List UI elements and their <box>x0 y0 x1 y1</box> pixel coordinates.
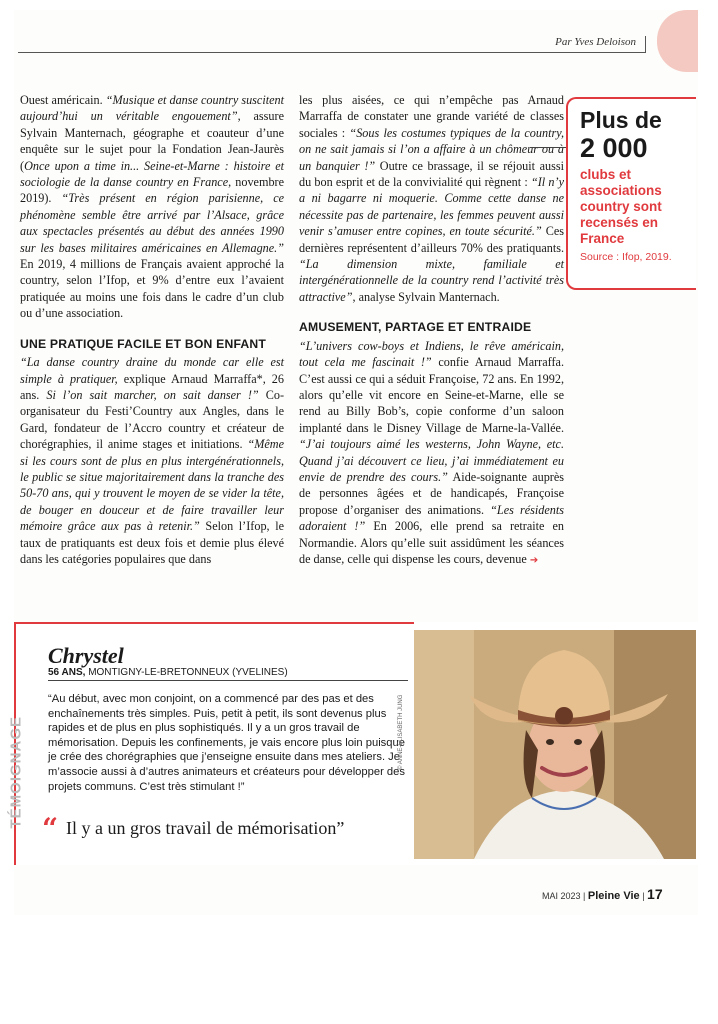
stat-description: clubs et associations country sont recensés en France <box>580 167 662 246</box>
issue-date: MAI 2023 <box>542 891 581 901</box>
text-run: Ces dernières représentent d’ailleurs 70% des pratiquants. <box>299 224 565 255</box>
text-run: , novembre 2019). <box>20 175 285 206</box>
text-run: Co-organisateur du Festi’Country aux Angles, dans le Gard, fondateur de l’Accro country et créateur de chorégraphies, il anime stages et initiations. <box>20 387 285 452</box>
text-run: les plus aisées, ce qui n’empêche pas Arnaud Marraffa de constater une grande variété de classes sociales : <box>299 93 564 140</box>
article-column-2 <box>299 92 564 569</box>
text-run: En 2006, elle prend sa retraite en Normandie. Alors qu’elle suit assidûment les séances de danse, celle qui dispense les cours, devenue <box>299 519 565 566</box>
testimony-age: 56 ANS, <box>48 667 86 678</box>
header-rule <box>18 52 646 53</box>
sidebar-connector-line <box>530 147 570 148</box>
quote: “Même si les cours sont de plus en plus intergénérationnels, le public se situe majoritairement dans la tranche des 50-70 ans, qui y trouvent le moyen de se vider la tête, de bouger en douceur et de faire travailler leur mémoire grâce aux pas à retenir.” <box>20 437 284 534</box>
quote: “L’univers cow-boys et Indiens, le rêve américain, tout cela me fascinait !” <box>299 338 564 370</box>
quote: “J’ai toujours aimé les westerns, John Wayne, etc. Quand j’ai découvert ce lieu, j’ai immédiatement eu envie de prendre des cours.” <box>299 437 564 484</box>
stat-number: 2 000 <box>580 133 648 163</box>
quote: “Sous les costumes typiques de la country, on ne sait jamais si l’on a affaire à un chômeur ou à un banquier !” <box>299 125 564 173</box>
text-run: Aide-soignante auprès de personnes âgées et de handicapés, Françoise propose d’organiser des animations. <box>299 469 564 517</box>
text-run: confie Arnaud Marraffa. C’est aussi ce qui a séduit Françoise, 72 ans. En 1992, alors qu’elle vit encore en Seine-et-Marne, elle se rend au Billy Bob’s, copie conforme d’un saloon implanté dans le Disney Village de Marne-la-Vallée. <box>299 355 564 435</box>
footer-separator: | <box>642 891 648 901</box>
byline: Par Yves Deloison <box>555 36 636 48</box>
quote: “Musique et danse country suscitent aujourd’hui un véritable engouement” <box>20 93 284 124</box>
magazine-brand: Pleine Vie <box>587 890 640 902</box>
paragraph <box>299 92 564 305</box>
subheading: AMUSEMENT, PARTAGE ET ENTRAIDE <box>299 320 532 335</box>
text-run: Selon l’Ifop, le taux de pratiquants est deux fois et demie plus élevé dans les catégories populaires que dans <box>20 519 284 566</box>
testimony-name: Chrystel <box>48 643 124 668</box>
paragraph <box>299 338 564 570</box>
testimony-top-rule <box>14 622 414 624</box>
byline-divider <box>645 36 646 53</box>
quote: “Les résidents adoraient !” <box>299 502 565 534</box>
quote: “Il n’y a ni bagarre ni moquerie. Comme cette danse ne nécessite pas de partenaire, les femmes peuvent aussi venir s’amuser entre copines, en toute sécurité.” <box>299 175 564 239</box>
quote-mark-icon: “ <box>42 812 59 845</box>
text-run: Outre ce brassage, il se réjouit aussi du bon esprit et de la convivialité qui règnent : <box>299 158 564 190</box>
portrait-photo <box>414 630 696 859</box>
text-run: explique Arnaud Marraffa*, 26 ans. <box>20 371 284 402</box>
page-footer <box>542 886 663 902</box>
continue-arrow-icon: ➔ <box>529 554 539 566</box>
testimony-meta <box>48 667 408 681</box>
paragraph <box>20 92 284 322</box>
article-column-1 <box>20 92 284 567</box>
subheading: UNE PRATIQUE FACILE ET BON ENFANT <box>20 336 267 351</box>
pull-quote: Il y a un gros travail de mémorisation” <box>66 818 345 838</box>
stat-head: Plus de <box>580 107 662 133</box>
testimony-place: MONTIGNY-LE-BRETONNEUX (YVELINES) <box>85 667 288 678</box>
book-title: Once upon a time in... Seine-et-Marne : histoire et sociologie de la danse country en France <box>20 158 284 190</box>
quote: “La danse country draine du monde car elle est simple à pratiquer, <box>20 355 284 386</box>
portrait-illustration <box>414 630 696 859</box>
photo-credit: © ANNE-ELISABETH JUNG <box>398 694 404 770</box>
testimony-text: “Au début, avec mon conjoint, on a commencé par des pas et des enchaînements très simples. Puis, petit à petit, ils sont devenus plus rapides et de plus en plus sophistiqués. Il y a un gros travail de mémorisation. Depuis les confinements, je vais encore plus loin puisque je crée des chorégraphies que j’enseigne ensuite dans mes ateliers. Je m’associe aussi à d’autres animateurs et créateurs pour développer des projets communs. C’est très stimulant !” <box>48 693 405 793</box>
stat-source: Source : Ifop, 2019. <box>580 251 672 263</box>
page-number: 17 <box>647 886 663 902</box>
paragraph <box>20 354 284 567</box>
section-label-text: TÉMOIGNAGE <box>7 715 25 829</box>
quote: “La dimension mixte, familiale et intergénérationnelle de la country rend l’activité très attractive” <box>299 257 564 304</box>
quote: “Très présent en région parisienne, ce phénomène semble être arrivé par l’Alsace, grâce aux spectacles présentés au début des années 1990 sur les bases militaires américaines en Allemagne.” <box>20 191 285 255</box>
stat-sidebar <box>566 97 696 290</box>
text-run: , analyse Sylvain Manternach. <box>352 289 500 304</box>
text-run: En 2019, 4 millions de Français avaient approché la country, selon l’Ifop, et 9% d’entre eux l’avaient pratiquée au moins une fois dans le cadre d’un club ou d’une association. <box>20 257 284 321</box>
text-run: , assure Sylvain Manternach, géographe et coauteur d’une enquête sur le sujet pour la Fondation Jean-Jaurès ( <box>20 109 284 173</box>
text-run: Ouest américain. <box>20 93 106 107</box>
footer-separator: | <box>583 891 588 901</box>
testimony-section-label <box>6 650 24 850</box>
quote: Si l’on sait marcher, on sait danser !” <box>46 387 259 402</box>
